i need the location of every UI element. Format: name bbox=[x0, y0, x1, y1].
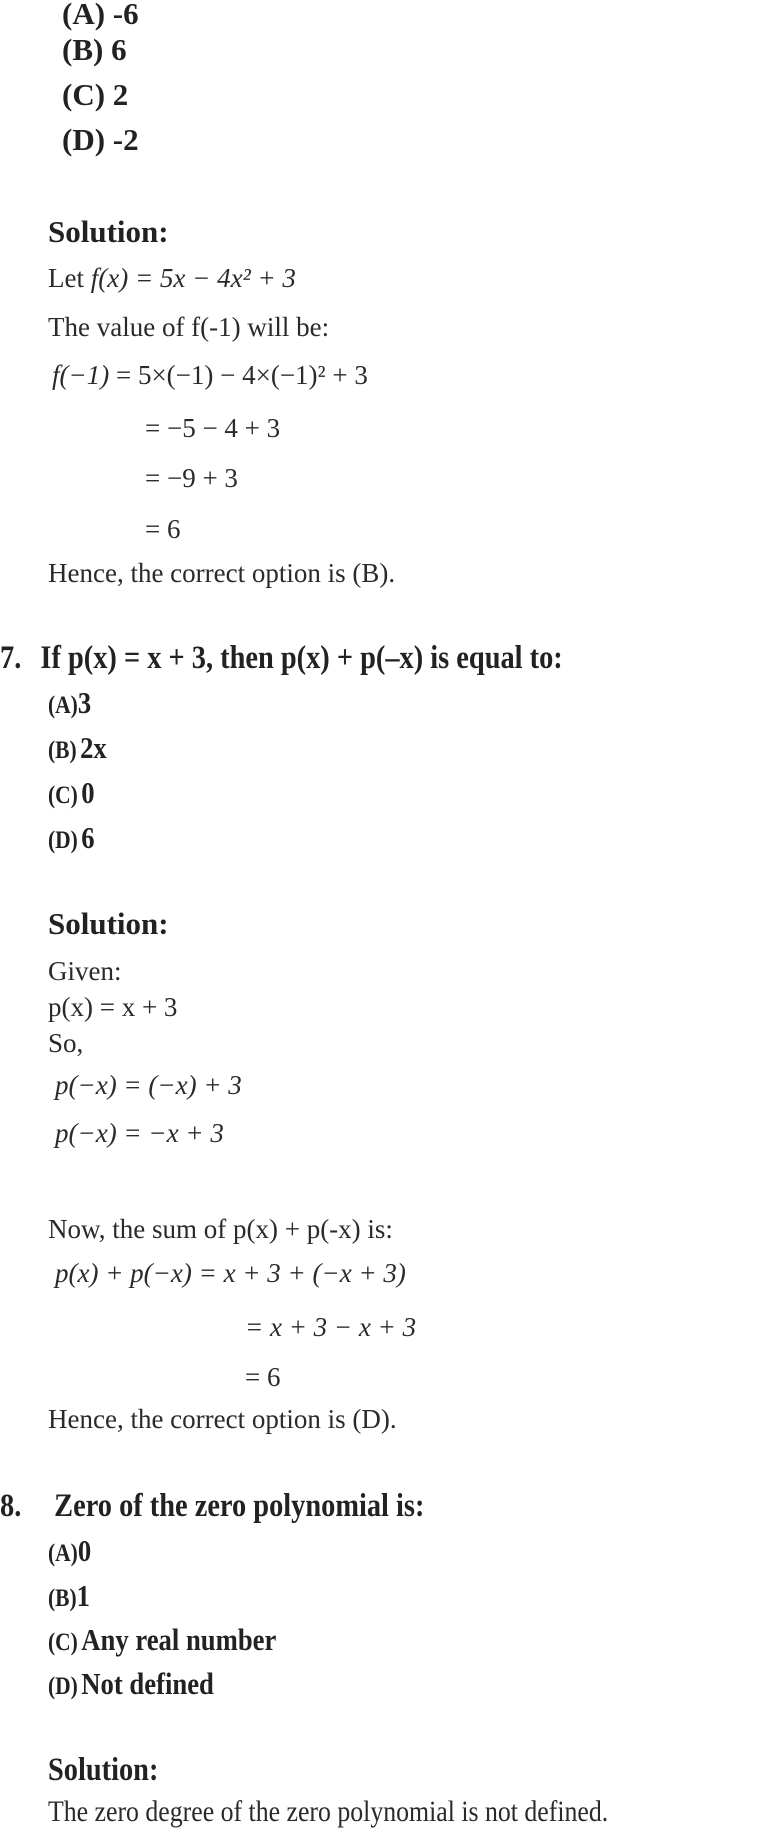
option-value: -6 bbox=[112, 0, 139, 31]
option-value: 0 bbox=[77, 1533, 92, 1568]
q8-option-a bbox=[48, 1533, 91, 1569]
q8-question bbox=[0, 1488, 424, 1525]
q7-sum-line1: p(x) + p(−x) = x + 3 + (−x + 3) bbox=[55, 1258, 406, 1288]
option-label: (B) bbox=[48, 737, 77, 764]
option-value: 1 bbox=[76, 1578, 90, 1613]
q7-sum-line2: = x + 3 − x + 3 bbox=[245, 1312, 417, 1342]
option-label: (A) bbox=[62, 0, 106, 31]
q7-sum-intro: Now, the sum of p(x) + p(-x) is: bbox=[48, 1214, 393, 1244]
option-label: (D) bbox=[48, 827, 78, 854]
q7-option-b bbox=[48, 730, 107, 766]
q6-conclusion: Hence, the correct option is (B). bbox=[48, 558, 396, 588]
option-label: (C) bbox=[48, 782, 78, 809]
q7-given-expr: p(x) = x + 3 bbox=[48, 992, 178, 1022]
q7-option-c bbox=[48, 775, 95, 811]
option-value: 2x bbox=[80, 730, 107, 765]
question-text: Zero of the zero polynomial is: bbox=[54, 1488, 425, 1524]
q6-option-c bbox=[62, 77, 128, 113]
option-value: 3 bbox=[77, 685, 92, 720]
q6-option-a bbox=[62, 0, 139, 32]
q8-solution-heading: Solution: bbox=[48, 1752, 159, 1788]
option-label: (C) bbox=[62, 77, 106, 112]
q7-line2: p(−x) = −x + 3 bbox=[55, 1118, 224, 1148]
q6-step3: = −9 + 3 bbox=[145, 463, 238, 493]
option-label: (D) bbox=[48, 1673, 78, 1700]
option-label: (D) bbox=[62, 122, 106, 157]
q8-option-c bbox=[48, 1622, 276, 1658]
option-label: (B) bbox=[62, 32, 104, 67]
q6-value-intro: The value of f(-1) will be: bbox=[48, 312, 330, 342]
question-number: 7. bbox=[0, 640, 22, 676]
q6-solution-heading: Solution: bbox=[48, 214, 169, 249]
q7-question bbox=[0, 640, 563, 677]
q6-step2: = −5 − 4 + 3 bbox=[145, 413, 281, 443]
option-label: (A) bbox=[48, 692, 78, 719]
option-value: Any real number bbox=[81, 1622, 277, 1657]
q7-sum-line3: = 6 bbox=[245, 1362, 281, 1392]
option-value: -2 bbox=[112, 122, 139, 157]
question-text: If p(x) = x + 3, then p(x) + p(–x) is equal to: bbox=[40, 640, 563, 676]
q6-option-d bbox=[62, 122, 139, 158]
q6-step1 bbox=[52, 360, 368, 391]
option-label: (C) bbox=[48, 1629, 78, 1656]
option-value: 2 bbox=[112, 77, 129, 112]
q6-option-b bbox=[62, 32, 127, 68]
q7-option-a bbox=[48, 685, 91, 721]
option-label: (A) bbox=[48, 1540, 78, 1567]
q7-option-d bbox=[48, 820, 95, 856]
function-definition: f(x) = 5x − 4x² + 3 bbox=[90, 263, 296, 293]
step1-lhs: f(−1) bbox=[52, 360, 110, 390]
q7-solution-heading: Solution: bbox=[48, 906, 169, 941]
option-value: 6 bbox=[111, 32, 127, 67]
q6-definition-line bbox=[48, 263, 296, 294]
q8-solution-text: The zero degree of the zero polynomial is not defined. bbox=[48, 1795, 609, 1828]
q7-so-label: So, bbox=[48, 1028, 84, 1058]
option-value: 6 bbox=[81, 820, 95, 855]
q7-conclusion: Hence, the correct option is (D). bbox=[48, 1404, 397, 1434]
q7-given-label: Given: bbox=[48, 956, 122, 986]
step1-rhs: = 5×(−1) − 4×(−1)² + 3 bbox=[115, 360, 368, 390]
option-value: 0 bbox=[81, 775, 95, 810]
option-value: Not defined bbox=[81, 1666, 214, 1701]
q8-option-d bbox=[48, 1666, 214, 1702]
q6-step4: = 6 bbox=[145, 514, 181, 544]
q7-line1: p(−x) = (−x) + 3 bbox=[55, 1070, 242, 1100]
question-number: 8. bbox=[0, 1488, 22, 1524]
let-prefix: Let bbox=[48, 263, 84, 293]
option-label: (B) bbox=[48, 1585, 77, 1612]
q8-option-b bbox=[48, 1578, 90, 1614]
